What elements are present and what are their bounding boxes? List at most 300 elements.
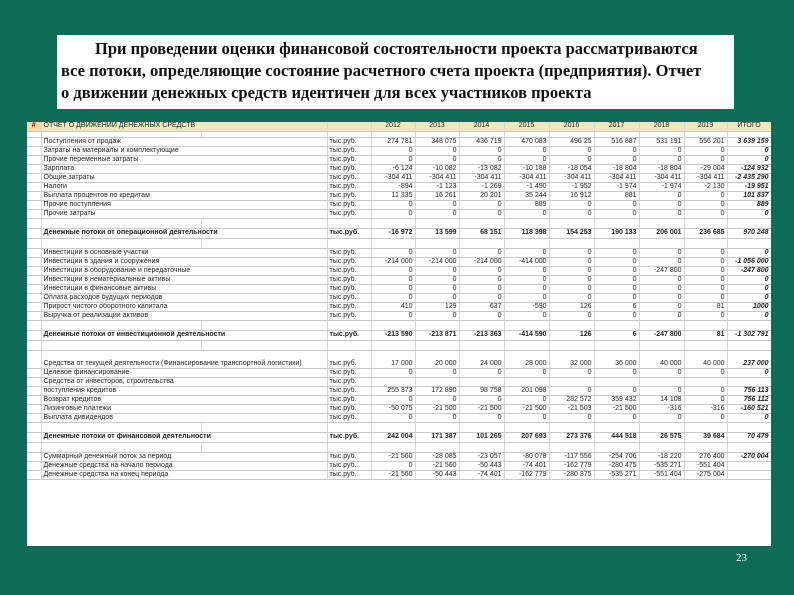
value-cell: -414 000 <box>504 257 549 266</box>
row-marker-cell <box>27 137 41 146</box>
row-marker-cell <box>27 293 41 302</box>
value-cell: 0 <box>639 284 684 293</box>
value-cell: 242 004 <box>371 432 415 442</box>
row-unit: тыс.руб. <box>327 293 371 302</box>
value-cell: 0 <box>684 257 727 266</box>
year-header: 2017 <box>594 122 639 131</box>
empty-cell <box>549 238 594 248</box>
value-cell: -162 779 <box>504 470 549 479</box>
value-cell: -894 <box>371 182 415 191</box>
value-cell: 201 098 <box>504 386 549 395</box>
value-cell: -6 124 <box>371 164 415 173</box>
table-row <box>27 248 771 257</box>
value-cell: -50 443 <box>459 461 504 470</box>
value-cell: 0 <box>504 266 549 275</box>
value-cell: 0 <box>594 368 639 377</box>
value-cell: -50 443 <box>415 470 459 479</box>
value-cell: 0 <box>504 275 549 284</box>
value-cell: 11 335 <box>371 191 415 200</box>
value-cell: 0 <box>639 311 684 320</box>
row-label: Выручка от реализации активов <box>41 311 327 320</box>
total-header: ИТОГО <box>727 122 771 131</box>
value-cell: 0 <box>459 311 504 320</box>
value-cell: 0 <box>504 395 549 404</box>
empty-cell <box>594 422 639 432</box>
empty-cell <box>459 238 504 248</box>
row-label: Лизинговые платежи <box>41 404 327 413</box>
year-header: 2012 <box>371 122 415 131</box>
value-cell: 274 781 <box>371 137 415 146</box>
value-cell: -74 401 <box>504 461 549 470</box>
empty-header-cell <box>327 122 371 131</box>
empty-cell <box>201 340 327 350</box>
table-row <box>27 368 771 377</box>
row-marker-cell <box>27 461 41 470</box>
empty-cell <box>727 238 771 248</box>
value-cell: -21 560 <box>371 452 415 461</box>
value-cell: 0 <box>549 275 594 284</box>
value-cell: -29 004 <box>684 164 727 173</box>
row-label: Денежные потоки от финансовой деятельности <box>41 432 327 442</box>
heading-line-2: все потоки, определяющие состояние расчетного счета проекта (предприятия). Отчет <box>61 61 702 80</box>
table-row <box>27 257 771 266</box>
row-marker-cell <box>27 173 41 182</box>
row-label: Выплата процентов по кредитам <box>41 191 327 200</box>
total-cell: 237 000 <box>727 350 771 368</box>
value-cell: -214 000 <box>415 257 459 266</box>
total-cell: 0 <box>727 248 771 257</box>
value-cell: -280 375 <box>549 470 594 479</box>
value-cell: 0 <box>639 302 684 311</box>
value-cell <box>459 377 504 386</box>
row-unit: тыс.руб. <box>327 386 371 395</box>
empty-cell <box>371 340 415 350</box>
row-label: Зарплата <box>41 164 327 173</box>
value-cell: 0 <box>371 146 415 155</box>
table-row <box>27 173 771 182</box>
value-cell: 81 <box>684 302 727 311</box>
value-cell: -551 404 <box>639 470 684 479</box>
value-cell: 881 <box>594 191 639 200</box>
value-cell: -28 085 <box>415 452 459 461</box>
value-cell: 16 912 <box>549 191 594 200</box>
value-cell: 13 599 <box>415 228 459 238</box>
row-unit: тыс.руб. <box>327 284 371 293</box>
empty-cell <box>549 442 594 452</box>
value-cell <box>639 377 684 386</box>
empty-cell <box>684 218 727 228</box>
empty-cell <box>639 218 684 228</box>
row-marker-cell <box>27 164 41 173</box>
value-cell: 26 575 <box>639 432 684 442</box>
value-cell: -13 082 <box>459 164 504 173</box>
value-cell: -304 411 <box>684 173 727 182</box>
row-unit: тыс.руб. <box>327 257 371 266</box>
value-cell: 20 201 <box>459 191 504 200</box>
total-cell: 0 <box>727 155 771 164</box>
empty-cell <box>639 320 684 330</box>
row-unit: тыс.руб. <box>327 137 371 146</box>
value-cell: 0 <box>371 395 415 404</box>
value-cell: 0 <box>415 413 459 422</box>
table-row <box>27 155 771 164</box>
empty-cell <box>201 442 327 452</box>
value-cell: 0 <box>415 248 459 257</box>
value-cell: 359 432 <box>594 395 639 404</box>
row-marker-cell <box>27 284 41 293</box>
value-cell: 0 <box>415 284 459 293</box>
row-label: Денежные средства на конец периода <box>41 470 327 479</box>
row-marker-cell <box>27 302 41 311</box>
total-cell: -2 435 290 <box>727 173 771 182</box>
value-cell: -10 082 <box>415 164 459 173</box>
value-cell: 0 <box>639 146 684 155</box>
empty-cell <box>27 320 41 330</box>
year-header: 2013 <box>415 122 459 131</box>
value-cell: 0 <box>594 248 639 257</box>
value-cell: -21 500 <box>459 404 504 413</box>
value-cell: 81 <box>684 330 727 340</box>
value-cell: 282 572 <box>549 395 594 404</box>
row-unit: тыс.руб. <box>327 311 371 320</box>
subtotal-row <box>27 330 771 340</box>
empty-cell <box>415 238 459 248</box>
year-header: 2018 <box>639 122 684 131</box>
value-cell: 516 887 <box>594 137 639 146</box>
empty-cell <box>327 218 371 228</box>
value-cell: -590 <box>504 302 549 311</box>
value-cell: 0 <box>684 266 727 275</box>
empty-cell <box>371 238 415 248</box>
value-cell: 444 518 <box>594 432 639 442</box>
value-cell: -316 <box>639 404 684 413</box>
row-unit: тыс.руб. <box>327 146 371 155</box>
value-cell: 0 <box>549 386 594 395</box>
row-marker-cell <box>27 228 41 238</box>
total-cell: -1 056 000 <box>727 257 771 266</box>
empty-cell <box>371 320 415 330</box>
empty-cell <box>504 320 549 330</box>
page-number: 23 <box>736 552 747 564</box>
value-cell: 0 <box>371 266 415 275</box>
total-cell: 0 <box>727 293 771 302</box>
value-cell: 0 <box>684 293 727 302</box>
empty-cell <box>27 238 41 248</box>
value-cell: 0 <box>549 293 594 302</box>
value-cell: 0 <box>639 248 684 257</box>
value-cell: 0 <box>504 368 549 377</box>
value-cell <box>415 377 459 386</box>
value-cell <box>684 377 727 386</box>
cashflow-table <box>27 122 771 480</box>
value-cell: 129 <box>415 302 459 311</box>
value-cell: 0 <box>459 293 504 302</box>
row-label: Инвестиции в финансовые активы <box>41 284 327 293</box>
value-cell: 0 <box>594 155 639 164</box>
value-cell: 101 265 <box>459 432 504 442</box>
empty-cell <box>684 320 727 330</box>
empty-cell <box>41 340 201 350</box>
empty-cell <box>594 340 639 350</box>
row-label: Выплата дивидендов <box>41 413 327 422</box>
value-cell: 0 <box>504 248 549 257</box>
empty-cell <box>415 218 459 228</box>
empty-cell <box>594 218 639 228</box>
table-row <box>27 404 771 413</box>
row-marker-cell <box>27 275 41 284</box>
empty-cell <box>549 320 594 330</box>
empty-cell <box>594 238 639 248</box>
empty-cell <box>639 340 684 350</box>
total-cell: 1000 <box>727 302 771 311</box>
empty-cell <box>27 218 41 228</box>
row-unit: тыс.руб. <box>327 266 371 275</box>
value-cell: -21 560 <box>371 470 415 479</box>
value-cell: 0 <box>415 311 459 320</box>
empty-cell <box>327 442 371 452</box>
value-cell: 0 <box>639 155 684 164</box>
heading-line-3: о движении денежных средств идентичен для всех участников проекта <box>61 83 592 102</box>
empty-cell <box>201 422 327 432</box>
table-row <box>27 191 771 200</box>
empty-cell <box>327 320 371 330</box>
empty-cell <box>371 442 415 452</box>
empty-cell <box>415 422 459 432</box>
value-cell: 0 <box>459 413 504 422</box>
value-cell: 28 000 <box>504 350 549 368</box>
value-cell: 0 <box>459 248 504 257</box>
value-cell: 14 108 <box>639 395 684 404</box>
empty-cell <box>41 238 201 248</box>
table-row <box>27 461 771 470</box>
value-cell: 0 <box>459 155 504 164</box>
row-marker-cell <box>27 191 41 200</box>
total-cell: 0 <box>727 284 771 293</box>
value-cell: 0 <box>549 368 594 377</box>
value-cell: 0 <box>549 311 594 320</box>
empty-cell <box>327 422 371 432</box>
value-cell: 0 <box>594 275 639 284</box>
value-cell: 0 <box>371 293 415 302</box>
total-cell: -124 932 <box>727 164 771 173</box>
value-cell <box>549 377 594 386</box>
value-cell: 0 <box>594 311 639 320</box>
value-cell: -304 411 <box>549 173 594 182</box>
row-unit: тыс.руб. <box>327 182 371 191</box>
table-row <box>27 209 771 218</box>
value-cell: 6 <box>594 330 639 340</box>
empty-cell <box>201 218 327 228</box>
total-cell: 70 479 <box>727 432 771 442</box>
empty-cell <box>41 442 201 452</box>
value-cell: 40 000 <box>639 350 684 368</box>
row-label: Денежные средства на начало периода <box>41 461 327 470</box>
value-cell: -23 057 <box>459 452 504 461</box>
value-cell: 17 000 <box>371 350 415 368</box>
row-label: Инвестиции в нематериальные активы <box>41 275 327 284</box>
row-label: Оплата расходов будущих периодов <box>41 293 327 302</box>
corner-mark: # <box>27 122 41 131</box>
value-cell: -80 078 <box>504 452 549 461</box>
row-marker-cell <box>27 395 41 404</box>
value-cell: -213 363 <box>459 330 504 340</box>
row-unit: тыс.руб. <box>327 330 371 340</box>
value-cell: 172 890 <box>415 386 459 395</box>
value-cell: -213 590 <box>371 330 415 340</box>
value-cell: 0 <box>504 155 549 164</box>
row-label: Целевое финансирование <box>41 368 327 377</box>
value-cell: 637 <box>459 302 504 311</box>
value-cell: 0 <box>549 155 594 164</box>
value-cell: -304 411 <box>639 173 684 182</box>
table-row <box>27 137 771 146</box>
value-cell: 889 <box>504 200 549 209</box>
row-unit: тыс.руб. <box>327 209 371 218</box>
row-unit: тыс.руб. <box>327 432 371 442</box>
value-cell: -162 779 <box>549 461 594 470</box>
value-cell: 0 <box>594 266 639 275</box>
row-unit: тыс.руб. <box>327 413 371 422</box>
value-cell: 0 <box>639 209 684 218</box>
row-marker-cell <box>27 248 41 257</box>
value-cell: -275 004 <box>684 470 727 479</box>
value-cell: 436 719 <box>459 137 504 146</box>
value-cell: 126 <box>549 302 594 311</box>
total-cell: -19 951 <box>727 182 771 191</box>
value-cell: 0 <box>459 209 504 218</box>
empty-cell <box>415 340 459 350</box>
empty-cell <box>459 422 504 432</box>
empty-cell <box>727 218 771 228</box>
empty-cell <box>727 340 771 350</box>
value-cell: 0 <box>684 284 727 293</box>
row-marker-cell <box>27 413 41 422</box>
value-cell: 0 <box>415 266 459 275</box>
row-unit: тыс.руб. <box>327 173 371 182</box>
row-marker-cell <box>27 155 41 164</box>
value-cell: 0 <box>459 266 504 275</box>
value-cell: 32 000 <box>549 350 594 368</box>
empty-cell <box>684 422 727 432</box>
value-cell: -214 000 <box>459 257 504 266</box>
total-cell: -160 521 <box>727 404 771 413</box>
value-cell: -304 411 <box>415 173 459 182</box>
value-cell: 0 <box>371 155 415 164</box>
value-cell: 20 000 <box>415 350 459 368</box>
row-marker-cell <box>27 368 41 377</box>
value-cell: 276 400 <box>684 452 727 461</box>
table-row <box>27 377 771 386</box>
value-cell: 0 <box>684 209 727 218</box>
value-cell: -551 404 <box>684 461 727 470</box>
total-cell: 756 113 <box>727 386 771 395</box>
value-cell: -117 556 <box>549 452 594 461</box>
spacer-row <box>27 320 771 330</box>
total-cell: -1 302 791 <box>727 330 771 340</box>
value-cell: 0 <box>459 368 504 377</box>
row-unit: тыс.руб. <box>327 155 371 164</box>
value-cell: -1 974 <box>594 182 639 191</box>
value-cell: 0 <box>639 368 684 377</box>
empty-cell <box>41 218 201 228</box>
table-row <box>27 284 771 293</box>
subtotal-row <box>27 432 771 442</box>
empty-cell <box>549 340 594 350</box>
value-cell: 0 <box>504 146 549 155</box>
row-marker-cell <box>27 330 41 340</box>
table-row <box>27 350 771 368</box>
row-marker-cell <box>27 146 41 155</box>
row-label: Инвестиции в оборудование и передаточные <box>41 266 327 275</box>
value-cell: 0 <box>549 266 594 275</box>
value-cell: 0 <box>371 200 415 209</box>
value-cell: 470 083 <box>504 137 549 146</box>
value-cell: -10 188 <box>504 164 549 173</box>
table-row <box>27 452 771 461</box>
value-cell: -247 800 <box>639 330 684 340</box>
value-cell: 0 <box>594 146 639 155</box>
table-row <box>27 146 771 155</box>
empty-cell <box>594 320 639 330</box>
value-cell: 0 <box>504 284 549 293</box>
value-cell: -50 075 <box>371 404 415 413</box>
empty-cell <box>504 238 549 248</box>
value-cell: 410 <box>371 302 415 311</box>
value-cell: 35 244 <box>504 191 549 200</box>
value-cell: 0 <box>594 257 639 266</box>
row-marker-cell <box>27 311 41 320</box>
value-cell: -535 271 <box>594 470 639 479</box>
total-cell <box>727 377 771 386</box>
value-cell: 118 398 <box>504 228 549 238</box>
empty-cell <box>327 340 371 350</box>
row-unit: тыс.руб. <box>327 368 371 377</box>
value-cell: -18 804 <box>594 164 639 173</box>
spacer-row <box>27 340 771 350</box>
value-cell: 0 <box>684 248 727 257</box>
value-cell: 236 685 <box>684 228 727 238</box>
value-cell: 0 <box>371 275 415 284</box>
value-cell: 0 <box>415 368 459 377</box>
value-cell: 0 <box>684 413 727 422</box>
table-row <box>27 470 771 479</box>
value-cell: -304 411 <box>594 173 639 182</box>
table-title: ОТЧЕТ О ДВИЖЕНИИ ДЕНЕЖНЫХ СРЕДСТВ <box>41 122 327 131</box>
row-unit: тыс.руб. <box>327 248 371 257</box>
empty-cell <box>504 218 549 228</box>
value-cell: 0 <box>684 275 727 284</box>
value-cell: 0 <box>684 395 727 404</box>
empty-cell <box>415 320 459 330</box>
row-label: Налоги <box>41 182 327 191</box>
cashflow-spreadsheet <box>27 122 771 546</box>
row-label: Суммарный денежный поток за период <box>41 452 327 461</box>
value-cell: 207 693 <box>504 432 549 442</box>
value-cell: 0 <box>415 275 459 284</box>
row-label: Поступления от продаж <box>41 137 327 146</box>
total-cell: 0 <box>727 311 771 320</box>
value-cell: -280 475 <box>594 461 639 470</box>
row-unit: тыс.руб. <box>327 200 371 209</box>
value-cell: 0 <box>371 368 415 377</box>
slide-heading <box>57 35 734 109</box>
total-cell: 0 <box>727 275 771 284</box>
value-cell: 0 <box>684 311 727 320</box>
value-cell: 0 <box>549 248 594 257</box>
total-cell: 756 112 <box>727 395 771 404</box>
row-unit: тыс.руб. <box>327 228 371 238</box>
value-cell: 0 <box>504 209 549 218</box>
